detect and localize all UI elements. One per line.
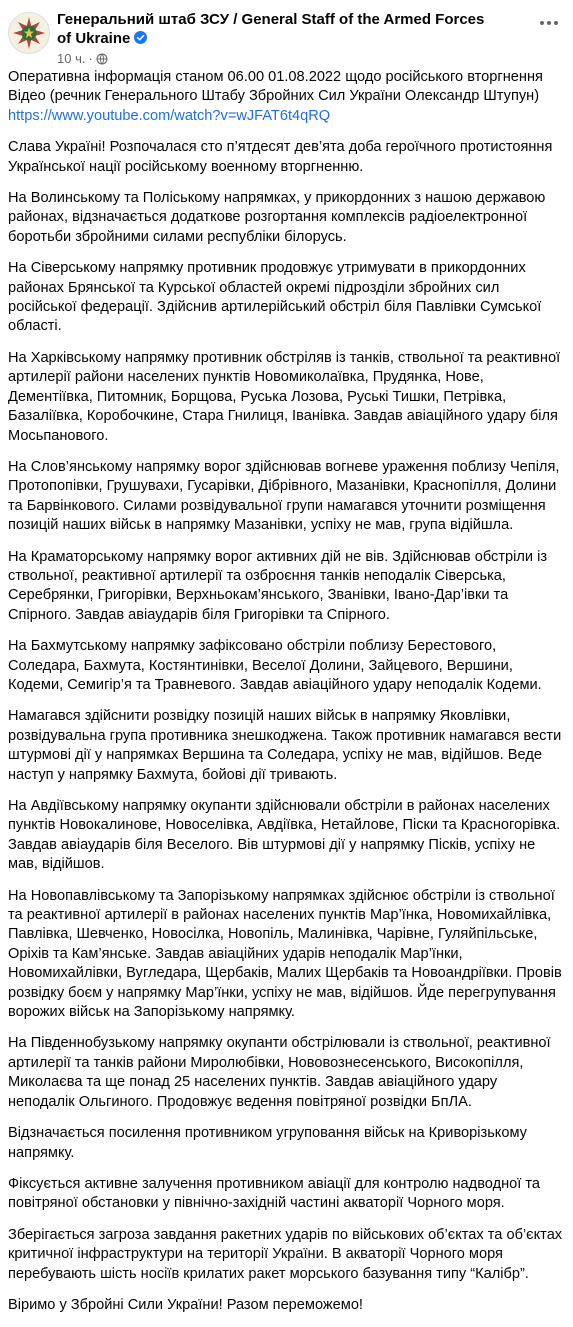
post-paragraph: На Авдіївському напрямку окупанти здійснювали обстріли в районах населених пунктів Новокалинове, Новоселівка, Авдіївка, Нетайлове, Піски та Красногорівка. Завдав авіаударів біля Веселого. Вів штурмові дії у напрямку Пісків, успіху не мав, відійшов.: [8, 798, 561, 873]
post-paragraph: Фіксується активне залучення противником авіації для контролю надводної та повітряної обстановки у північно-західній частині акваторії Чорного моря.: [8, 1175, 541, 1212]
intro-text: Оперативна інформація станом 06.00 01.08.2022 щодо російського вторгнення Відео (речник Генерального Штабу Збройних Сил України Олександр Штупун): [8, 69, 543, 105]
verified-badge-icon: [134, 31, 147, 44]
ellipsis-icon: [547, 21, 551, 25]
meta-separator: ·: [88, 51, 93, 66]
post-paragraph: На Слов’янському напрямку ворог здійснював вогневе ураження поблизу Чепіля, Протопопівки, Грушувахи, Гусарівки, Дібрівного, Мазанівки, Краснопілля, Долини та Барвінкового. Силами розвідувальної групи намагався уточнити розміщення позицій наших військ в напрямку Мазанівки, успіху не мав, група відійшла.: [8, 458, 560, 534]
post-body: [8, 68, 564, 1327]
post-paragraph: Відзначається посилення противником угруповання військ на Криворізькому напрямку.: [8, 1125, 527, 1161]
post-paragraph: На Краматорському напрямку ворог активних дій не вів. Здійснював обстріли із ствольної, реактивної артилерії та озброєння танків неподалік Сіверська, Серебрянки, Григорівки, Верхньокам’янського, Званівки, Івано-Дар’івки та Спірного. Завдав авіаударів біля Григорівки та Спірного.: [8, 548, 548, 623]
page-name-text[interactable]: Генеральний штаб ЗСУ / General Staff of the Armed Forces of Ukraine: [57, 11, 485, 47]
post-meta: [57, 51, 108, 67]
post-paragraph: На Новопавлівському та Запорізькому напрямках здійснює обстріли із ствольної та реактивної артилерії в районах населених пунктів Мар’їнка, Новомихайлівка, Павлівка, Шевченко, Новосілка, Новопіль, Малинівка, Чарівне, Гуляйпільське, Оріхів та Кам’янське. Завдав авіаційних ударів неподалік Мар’їнки, Новомихайлівки, Вугледара, Щербаків, Малих Щербаків та Новоандріївки. Провів розвідку боєм у напрямку Мар’їнки, успіху не мав, відійшов. Йде перегрупування ворожих військ на Запорізькому напрямку.: [8, 887, 562, 1021]
more-options-button[interactable]: [535, 13, 563, 33]
page-avatar[interactable]: [8, 12, 50, 54]
post-paragraph: На Бахмутському напрямку зафіксовано обстріли поблизу Берестового, Соледара, Бахмута, Костянтинівки, Веселої Долини, Зайцевого, Вершини, Кодеми, Семигір’я та Травневого. Завдав авіаційного удару неподалік Кодеми.: [8, 638, 542, 693]
ellipsis-icon: [540, 21, 544, 25]
post-paragraph: На Сіверському напрямку противник продовжує утримувати в прикордонних районах Брянської та Курської областей окремі підрозділи збройних сил російської федерації. Здійснив артилерійський обстріл біля Павлівки Сумської області.: [8, 260, 542, 335]
post-paragraph: Віримо у Збройні Сили України! Разом переможемо!: [8, 1296, 363, 1313]
post-paragraph: Намагався здійснити розвідку позицій наших військ в напрямку Яковлівки, розвідувальна група противника знешкоджена. Також противник намагався вести штурмові дії у напрямках Вершина та Соледара, успіху не мав, відійшов. Веде наступ у напрямку Бахмута, бойові дії тривають.: [8, 708, 562, 783]
post-intro-paragraph: [8, 68, 564, 126]
post-paragraph: Зберігається загроза завдання ракетних ударів по військових об’єктах та об’єктах критичної інфраструктури на території України. В акваторії Чорного моря перебувають шість носіїв крилатих ракет морського базування типу “Калібр”.: [8, 1226, 563, 1282]
video-link[interactable]: https://www.youtube.com/watch?v=wJFAT6t4qRQ: [8, 107, 331, 124]
post-header: [8, 9, 565, 66]
page-name[interactable]: [57, 10, 497, 48]
post-paragraph: На Харківському напрямку противник обстріляв із танків, ствольної та реактивної артилерії райони населених пунктів Новомиколаївка, Прудянка, Нове, Дементіївка, Питомник, Борщова, Руська Лозова, Руські Тишки, Петрівка, Базаліївка, Коробочкине, Стара Гнилиця, Іванівка. Завдав авіаційного удару біля Мосьпанового.: [8, 349, 561, 444]
post-paragraph: На Волинському та Поліському напрямках, у прикордонних з нашою державою районах, відзначається додаткове розгортання комплексів радіоелектронної боротьби збройними силами республіки білорусь.: [8, 190, 546, 245]
post-timestamp[interactable]: 10 ч.: [57, 51, 86, 66]
post-paragraph: Слава Україні! Розпочалася сто п’ятдесят дев’ята доба героїчного протистояння Української нації російському военному вторгненню.: [8, 139, 553, 175]
general-staff-emblem-icon: [9, 13, 49, 53]
post-paragraph: На Південнобузькому напрямку окупанти обстрілювали із ствольної, реактивної артилерії та танків райони Миролюбівки, Нововознесенського, Високопілля, Миколаєва та ще понад 25 населених пунктів. Завдав авіаційного удару неподалік Ольгиного. Продовжує ведення повітряної розвідки БпЛА.: [8, 1035, 551, 1110]
globe-icon[interactable]: [96, 53, 108, 65]
ellipsis-icon: [554, 21, 558, 25]
